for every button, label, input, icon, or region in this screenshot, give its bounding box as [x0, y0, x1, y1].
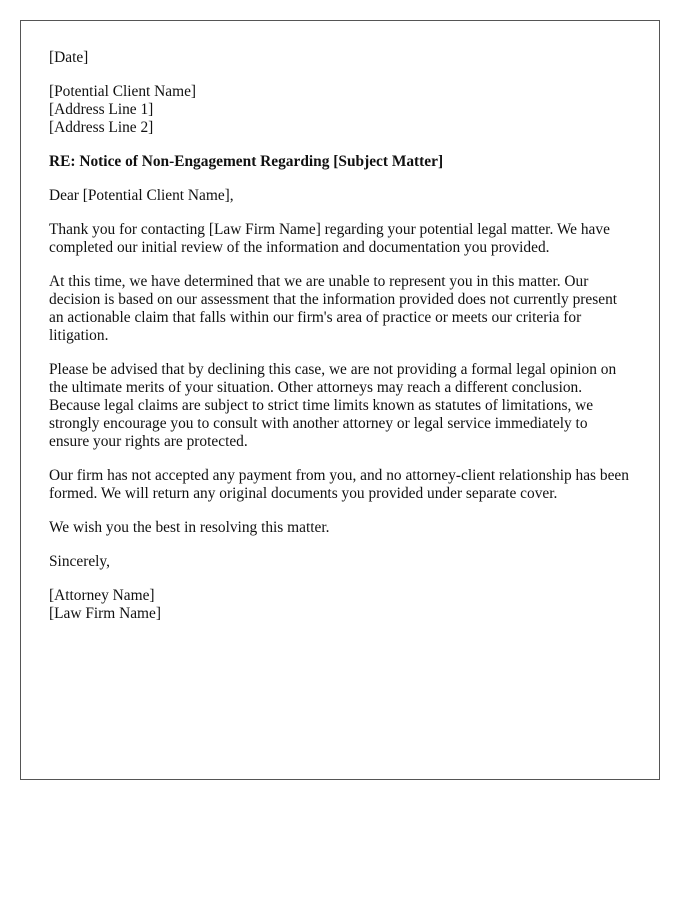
letter-date: [49, 49, 631, 67]
signature-block: [49, 587, 631, 623]
closing: Sincerely,: [49, 553, 110, 570]
recipient-address-line-1: [Address Line 1]: [49, 101, 154, 118]
salutation: Dear [Potential Client Name],: [49, 187, 234, 204]
recipient-address-line-2: [Address Line 2]: [49, 119, 154, 136]
body-paragraph-4: Our firm has not accepted any payment from you, and no attorney-client relationship has been formed. We will return any original documents you provided under separate cover.: [49, 467, 629, 502]
recipient-address-block: [49, 83, 631, 137]
body-paragraph-1: Thank you for contacting [Law Firm Name] regarding your potential legal matter. We have completed our initial review of the information and documentation you provided.: [49, 221, 610, 256]
body-paragraph-2: At this time, we have determined that we are unable to represent you in this matter. Our decision is based on our assessment that the information provided does not currently present an actionable claim that falls within our firm's area of practice or meets our criteria for litigation.: [49, 273, 618, 344]
subject-line: RE: Notice of Non-Engagement Regarding [Subject Matter]: [49, 153, 444, 170]
date-text: [Date]: [49, 49, 89, 66]
letter-page: [20, 20, 660, 780]
body-paragraph-5: We wish you the best in resolving this matter.: [49, 519, 330, 536]
body-paragraph-3: Please be advised that by declining this case, we are not providing a formal legal opinion on the ultimate merits of your situation. Other attorneys may reach a different conclusion. Because legal claims are subject to strict time limits known as statutes of limitations, we strongly encourage you to consult with another attorney or legal service immediately to ensure your rights are protected.: [49, 361, 617, 450]
signature-firm-name: [Law Firm Name]: [49, 605, 161, 622]
signature-attorney-name: [Attorney Name]: [49, 587, 155, 604]
recipient-name: [Potential Client Name]: [49, 83, 197, 100]
